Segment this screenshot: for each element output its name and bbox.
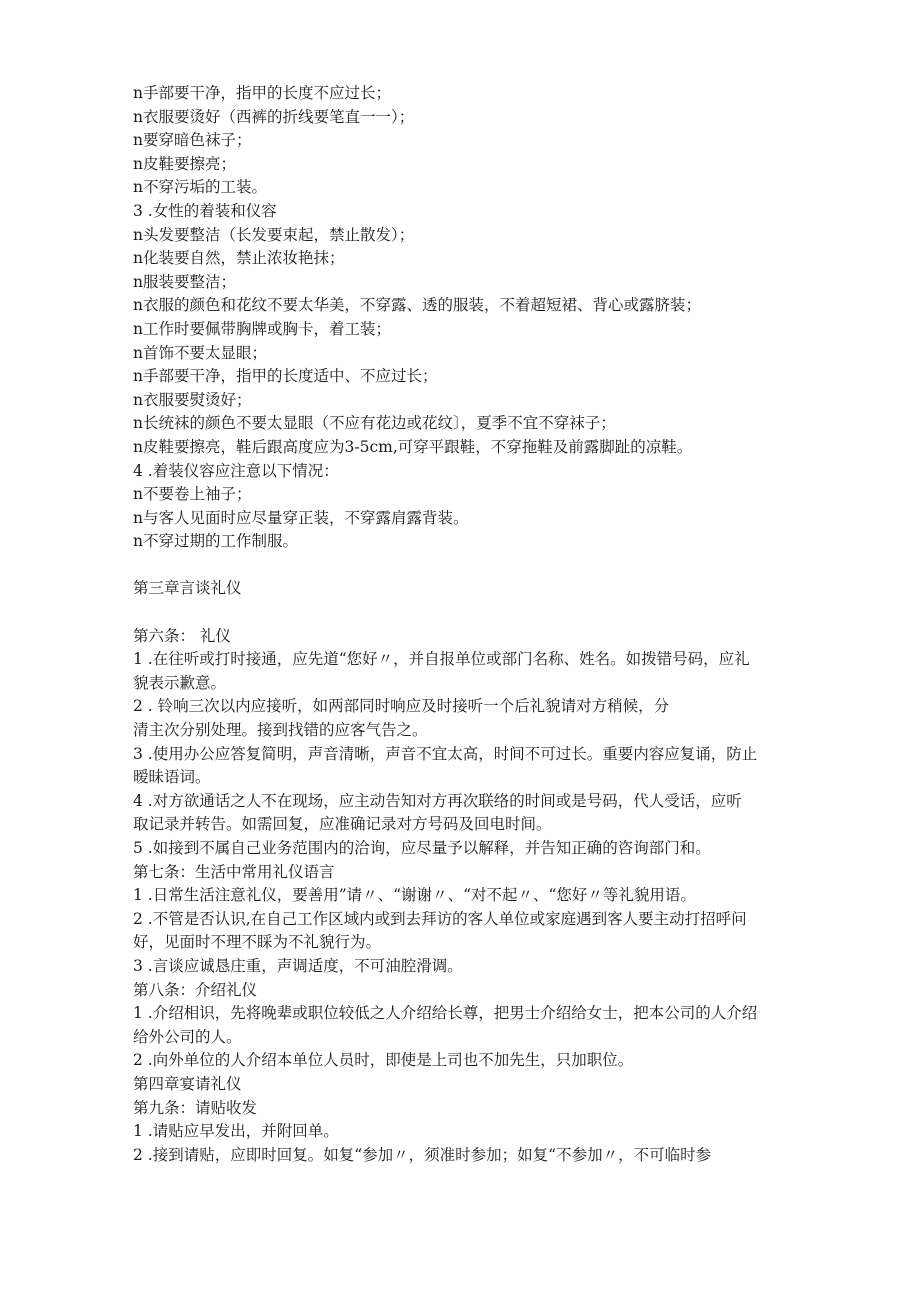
text-line: 好，见面时不理不睬为不礼貌行为。 [133,933,382,952]
text-line: 4 .对方欲通话之人不在现场，应主动告知对方再次联络的时间或是号码，代人受话，应听 [133,791,742,810]
text-line: n服装要整洁； [133,272,236,291]
text-line: 取记录并转告。如需回复，应准确记录对方号码及回电时间。 [133,815,552,834]
text-line: n皮鞋要擦亮，鞋后跟高度应为3-5cm,可穿平跟鞋，不穿拖鞋及前露脚趾的凉鞋。 [133,437,693,456]
text-line: n首饰不要太显眼； [133,343,267,362]
text-line: 2 .接到请贴，应即时回复。如复“参加〃，须准时参加；如复“不参加〃，不可临时参 [133,1145,712,1164]
text-line: 3 .使用办公应答复简明，声音清晰，声音不宜太高，时间不可过长。重要内容应复诵，防止 [133,744,758,763]
text-line: 2 . 铃响三次以内应接听，如两部同时响应及时接听一个后礼貌请对方稍候，分 [133,697,670,716]
text-line: 5 .如接到不属自己业务范围内的洽询，应尽量予以解释，并告知正确的咨询部门和。 [133,839,711,857]
text-line: n化装要自然，禁止浓妆艳抹； [133,249,345,268]
text-line: n长统袜的颜色不要太显眼（不应有花边或花纹〕，夏季不宜不穿袜子； [133,414,616,433]
text-line: 1 .日常生活注意礼仪，要善用”请〃、“谢谢〃、“对不起〃、“您好〃等礼貌用语。 [133,886,696,905]
text-line: n手部要干净，指甲的长度不应过长； [133,84,391,102]
document-body [133,82,833,1167]
blank-line [133,601,833,625]
text-line: 第六条： 礼仪 [133,626,231,645]
text-line: 3 .言谈应诚恳庄重，声调适度，不可油腔滑调。 [133,956,463,975]
text-line: 第四章宴请礼仪 [133,1074,242,1093]
text-line: 2 .向外单位的人介绍本单位人员时，即使是上司也不加先生，只加职位。 [133,1051,634,1070]
text-line: n头发要整洁（长发要束起，禁止散发）； [133,225,415,244]
text-line: 清主次分别处理。接到找错的应客气告之。 [133,721,428,740]
text-line: 貌表示歉意。 [133,673,227,692]
text-line: n不穿污垢的工装。 [133,178,267,197]
text-line: n与客人见面时应尽量穿正装，不穿露肩露背装。 [133,508,469,527]
text-line: 第七条：生活中常用礼仪语言 [133,862,335,881]
text-line: n工作时要佩带胸牌或胸卡，着工装； [133,319,391,338]
text-line: n不穿过期的工作制服。 [133,532,298,551]
text-line: n衣服要熨烫好； [133,390,252,409]
text-line: n手部要干净，指甲的长度适中、不应过长； [133,367,438,386]
text-line: n衣服的颜色和花纹不要太华美，不穿露、透的服装，不着超短裙、背心或露脐装； [133,296,701,315]
text-line: 1 .在往听或打时接通，应先道“您好〃，并自报单位或部门名称、姓名。如拨错号码，应礼 [133,650,750,669]
text-line: 2 .不管是否认识,在自己工作区域内或到去拜访的客人单位或家庭遇到客人要主动打招呼问 [133,909,747,928]
text-line: 第三章言谈礼仪 [133,579,242,598]
text-line: 1 .请贴应早发出，并附回单。 [133,1122,339,1141]
text-line: 第九条：请贴收发 [133,1098,258,1117]
text-line: n要穿暗色袜子； [133,131,252,150]
text-line: 给外公司的人。 [133,1027,242,1046]
text-line: 4 .着装仪容应注意以下情况： [133,461,339,480]
text-line: n皮鞋要擦亮； [133,154,236,173]
text-line: 暧昧语词。 [133,768,211,787]
text-line: 第八条：介绍礼仪 [133,980,258,999]
text-line: n衣服要烫好（西裤的折线要笔直一一）； [133,107,415,126]
text-line: 1 .介绍相识，先将晚辈或职位较低之人介绍给长尊，把男士介绍给女士，把本公司的人介绍 [133,1004,758,1023]
text-line: 3 .女性的着装和仪容 [133,201,277,220]
blank-line [133,554,833,578]
text-line: n不要卷上袖子； [133,485,252,504]
